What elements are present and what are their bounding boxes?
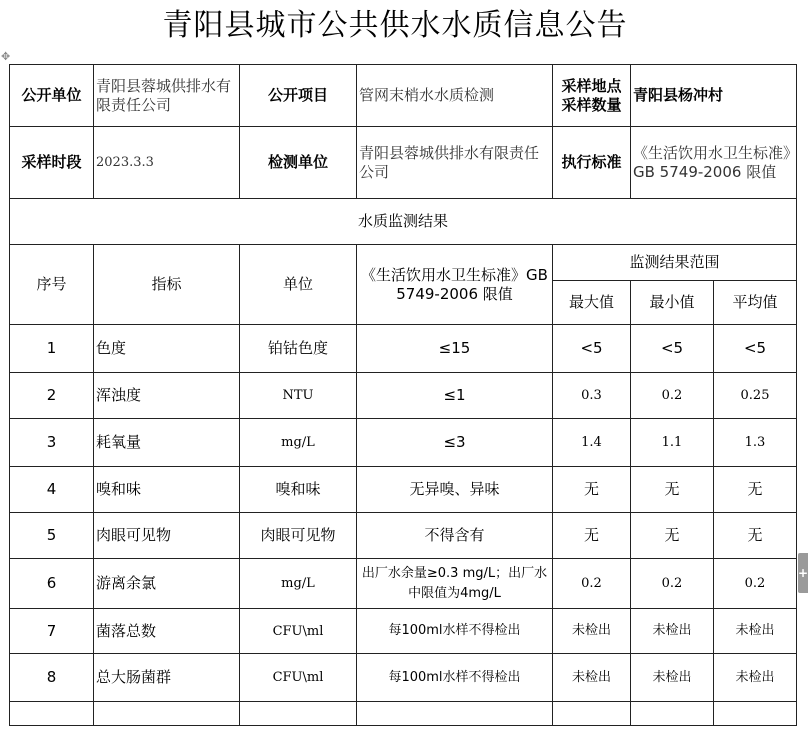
row-limit: ≤3 <box>357 419 553 467</box>
row-max: 无 <box>553 467 631 513</box>
publish-item-value: 管网末梢水水质检测 <box>357 65 553 127</box>
row-min: 0.2 <box>631 559 714 609</box>
header-max: 最大值 <box>553 281 631 325</box>
row-avg: 无 <box>714 467 797 513</box>
row-unit: mg/L <box>240 419 357 467</box>
row-limit: 每100ml水样不得检出 <box>357 654 553 702</box>
header-no: 序号 <box>10 245 94 325</box>
table-row <box>10 559 797 609</box>
row-min: 无 <box>631 513 714 559</box>
table-row <box>10 325 797 373</box>
row-min: 1.1 <box>631 419 714 467</box>
row-no: 8 <box>10 654 94 702</box>
row-indicator: 嗅和味 <box>94 467 240 513</box>
row-avg: 无 <box>714 513 797 559</box>
publish-unit-value: 青阳县蓉城供排水有限责任公司 <box>94 65 240 127</box>
page-title: 青阳县城市公共供水水质信息公告 <box>162 8 628 43</box>
table-row <box>10 419 797 467</box>
row-unit: CFU\ml <box>240 609 357 654</box>
row-no: 6 <box>10 559 94 609</box>
empty-cell <box>10 702 94 726</box>
row-indicator: 总大肠菌群 <box>94 654 240 702</box>
row-indicator: 菌落总数 <box>94 609 240 654</box>
info-row-2 <box>10 127 797 199</box>
header-indicator: 指标 <box>94 245 240 325</box>
row-indicator: 色度 <box>94 325 240 373</box>
section-title: 水质监测结果 <box>10 199 797 245</box>
table-row <box>10 373 797 419</box>
row-min: 未检出 <box>631 609 714 654</box>
header-min: 最小值 <box>631 281 714 325</box>
row-no: 1 <box>10 325 94 373</box>
row-unit: 肉眼可见物 <box>240 513 357 559</box>
row-no: 2 <box>10 373 94 419</box>
row-max: 未检出 <box>553 654 631 702</box>
sampling-time-value: 2023.3.3 <box>94 127 240 199</box>
row-avg: 未检出 <box>714 654 797 702</box>
row-indicator: 游离余氯 <box>94 559 240 609</box>
row-min: 未检出 <box>631 654 714 702</box>
row-limit: 不得含有 <box>357 513 553 559</box>
test-unit-label: 检测单位 <box>240 127 357 199</box>
table-row <box>10 467 797 513</box>
table-row <box>10 654 797 702</box>
row-limit: ≤15 <box>357 325 553 373</box>
row-unit: mg/L <box>240 559 357 609</box>
empty-cell <box>553 702 631 726</box>
info-row-1 <box>10 65 797 127</box>
header-range: 监测结果范围 <box>553 245 797 281</box>
section-row <box>10 199 797 245</box>
sampling-site-label: 采样地点采样数量 <box>553 65 631 127</box>
row-avg: 0.25 <box>714 373 797 419</box>
row-max: 0.2 <box>553 559 631 609</box>
header-unit: 单位 <box>240 245 357 325</box>
empty-cell <box>240 702 357 726</box>
publish-unit-label: 公开单位 <box>10 65 94 127</box>
table-row <box>10 609 797 654</box>
table-row <box>10 513 797 559</box>
row-indicator: 耗氧量 <box>94 419 240 467</box>
empty-cell <box>631 702 714 726</box>
row-limit: 无异嗅、异味 <box>357 467 553 513</box>
table-row-empty <box>10 702 797 726</box>
empty-cell <box>94 702 240 726</box>
row-unit: CFU\ml <box>240 654 357 702</box>
row-no: 4 <box>10 467 94 513</box>
row-min: 无 <box>631 467 714 513</box>
row-no: 7 <box>10 609 94 654</box>
sampling-time-label: 采样时段 <box>10 127 94 199</box>
standard-label: 执行标准 <box>553 127 631 199</box>
water-quality-table <box>9 64 797 726</box>
row-unit: 嗅和味 <box>240 467 357 513</box>
sampling-site-value: 青阳县杨冲村 <box>631 65 797 127</box>
row-no: 5 <box>10 513 94 559</box>
row-max: 0.3 <box>553 373 631 419</box>
row-min: 0.2 <box>631 373 714 419</box>
row-limit: ≤1 <box>357 373 553 419</box>
move-icon[interactable]: ✥ <box>1 50 11 63</box>
empty-cell <box>714 702 797 726</box>
row-unit: NTU <box>240 373 357 419</box>
row-unit: 铂钴色度 <box>240 325 357 373</box>
row-indicator: 浑浊度 <box>94 373 240 419</box>
row-max: 1.4 <box>553 419 631 467</box>
water-quality-table-wrap <box>9 64 797 726</box>
row-max: 无 <box>553 513 631 559</box>
row-avg: <5 <box>714 325 797 373</box>
row-max: 未检出 <box>553 609 631 654</box>
empty-cell <box>357 702 553 726</box>
test-unit-value: 青阳县蓉城供排水有限责任公司 <box>357 127 553 199</box>
row-avg: 0.2 <box>714 559 797 609</box>
row-indicator: 肉眼可见物 <box>94 513 240 559</box>
standard-value: 《生活饮用水卫生标准》GB 5749-2006 限值 <box>631 127 797 199</box>
header-limit: 《生活饮用水卫生标准》GB 5749-2006 限值 <box>357 245 553 325</box>
row-max: <5 <box>553 325 631 373</box>
expand-icon[interactable]: + <box>798 553 808 593</box>
row-no: 3 <box>10 419 94 467</box>
row-avg: 未检出 <box>714 609 797 654</box>
publish-item-label: 公开项目 <box>240 65 357 127</box>
row-limit: 出厂水余量≥0.3 mg/L；出厂水中限值为4mg/L <box>357 559 553 609</box>
row-avg: 1.3 <box>714 419 797 467</box>
row-min: <5 <box>631 325 714 373</box>
row-limit: 每100ml水样不得检出 <box>357 609 553 654</box>
header-avg: 平均值 <box>714 281 797 325</box>
header-row-1 <box>10 245 797 281</box>
